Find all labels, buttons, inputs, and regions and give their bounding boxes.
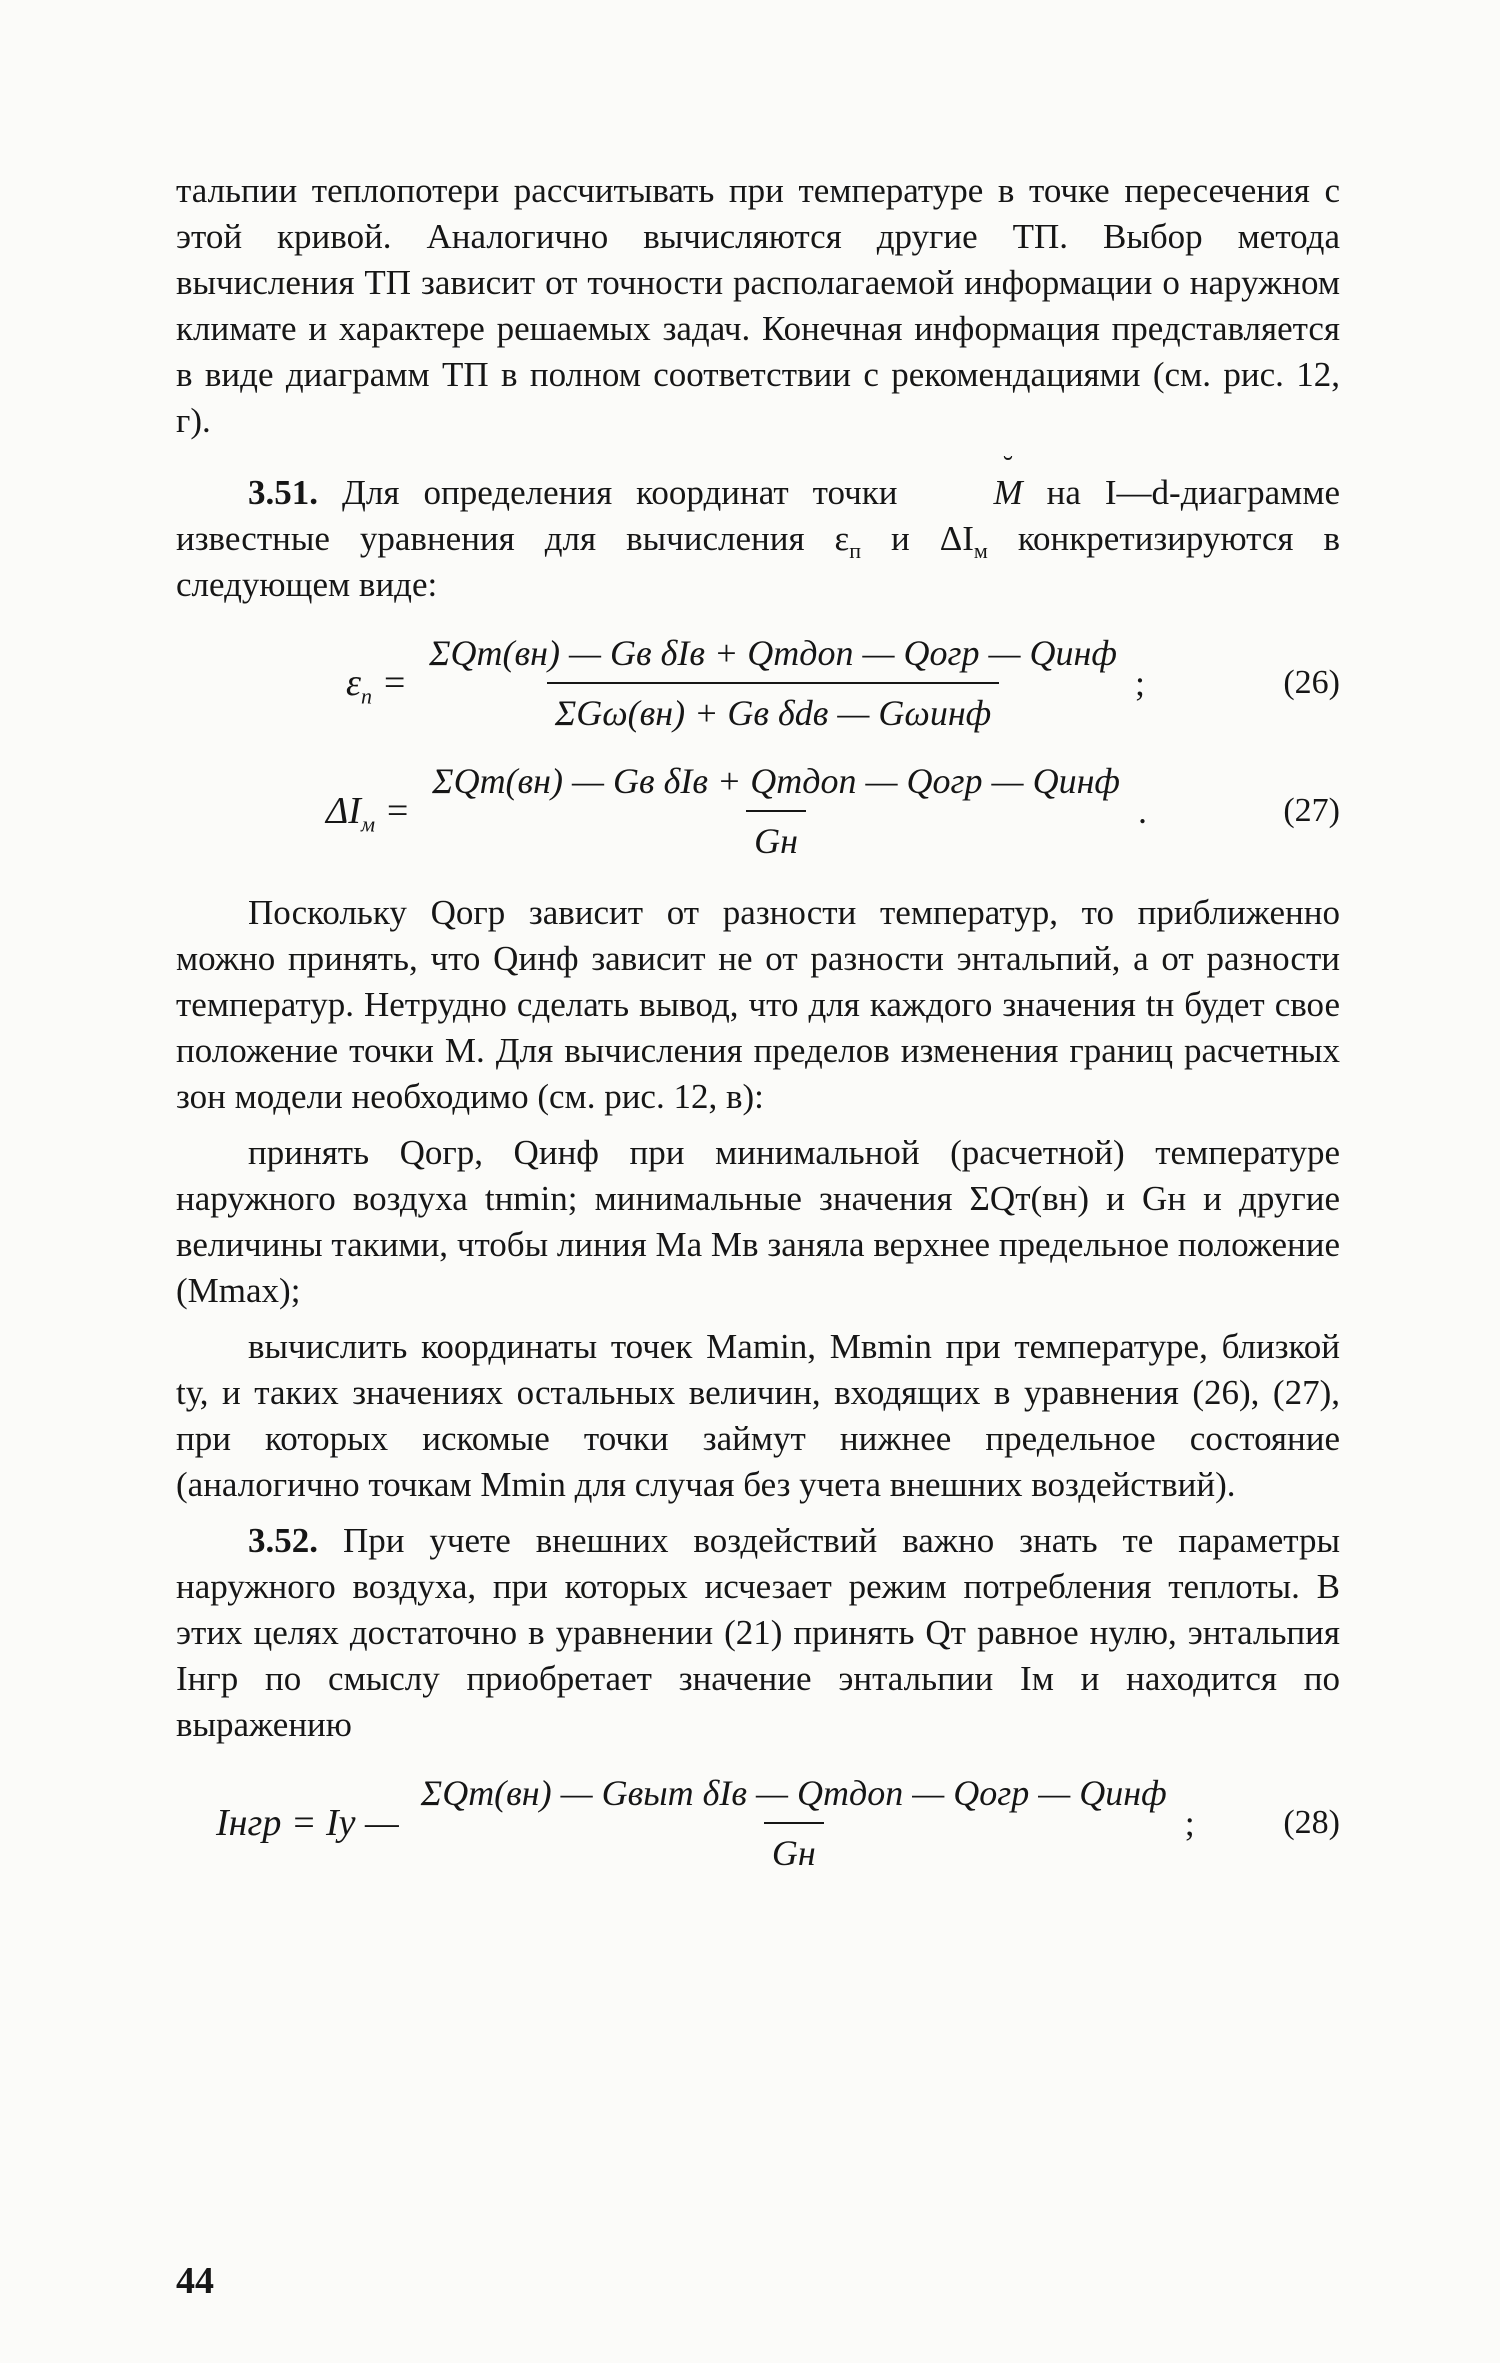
formula-26-fraction — [421, 630, 1125, 736]
p351-text-d: конкретизируются в следующем виде: — [176, 519, 1340, 604]
formula-27-punct: . — [1138, 791, 1147, 831]
formula-27-numerator: ΣQт(вн) — Gв δIв + Qтдоп — Qогр — Qинф — [432, 761, 1120, 801]
formula-27-denominator: Gн — [746, 810, 806, 864]
point-m-symbol: ˘ M — [921, 470, 1022, 516]
p351-sub-m: м — [973, 538, 988, 563]
formula-28-fraction — [413, 1770, 1175, 1876]
formula-27-fraction — [424, 758, 1128, 864]
formula-28-number: (28) — [1283, 1804, 1340, 1841]
formula-26-number: (26) — [1283, 664, 1340, 701]
formula-28 — [176, 1770, 1340, 1876]
formula-26-numerator: ΣQт(вн) — Gв δIв + Qтдоп — Qогр — Qинф — [429, 633, 1117, 673]
paragraph-continuation: тальпии теплопотери рассчитывать при температуре в точке пересечения с этой кривой. Аналогично вычисляются другие ТП. Выбор метода вычисления ТП зависит от точности располагаемой информации о наружном климате и характере решаемых задач. Конечная информация представляется в виде диаграмм ТП в полном соответствии с рекомендациями (см. рис. 12, г). — [176, 171, 1340, 440]
formula-28-numerator: ΣQт(вн) — Gвыт δIв — Qтдоп — Qогр — Qинф — [420, 1773, 1167, 1813]
paragraph-q-ogr: Поскольку Qогр зависит от разности температур, то приближенно можно принять, что Qинф зависит не от разности энтальпий, а от разности температур. Нетрудно сделать вывод, что для каждого значения tн будет свое положение точки M. Для вычисления пределов изменения границ расчетных зон модели необходимо (см. рис. 12, в): — [176, 893, 1340, 1116]
paragraph-vychislit: вычислить координаты точек Mаmin, Mвmin при температуре, близкой tу, и таких значениях остальных величин, входящих в уравнения (26), (27), при которых искомые точки займут нижнее предельное состояние (аналогично точкам Mmin для случая без учета внешних воздействий). — [176, 1327, 1340, 1504]
paragraph-3-51 — [176, 470, 1340, 608]
formula-27-lhs: $\Delta I_м$ = — [326, 790, 411, 837]
formula-28-lhs: Iнгр = Iу — — [216, 1802, 399, 1844]
p351-sub-p: п — [849, 538, 862, 563]
p351-text-c: и ΔI — [891, 519, 974, 558]
p351-text-a: Для определения координат точки — [342, 473, 898, 512]
formula-27 — [176, 758, 1340, 864]
p352-text: При учете внешних воздействий важно знать те параметры наружного воздуха, при которых исчезает режим потребления теплоты. В этих целях достаточно в уравнении (21) принять Qт равное нулю, энтальпия Iнгр по смыслу приобретает значение энтальпии Iм и находится по выражению — [176, 1521, 1340, 1744]
paragraph-prinyat: принять Qогр, Qинф при минимальной (расчетной) температуре наружного воздуха tнmin; минимальные значения ΣQт(вн) и Gн и другие величины такими, чтобы линия Mа Mв заняла верхнее предельное положение (Mmax); — [176, 1133, 1340, 1310]
formula-26-denominator: ΣGω(вн) + Gв δdв — Gωинф — [547, 682, 999, 736]
p351-text-b: на I—d-диаграмме известные уравнения для вычисления ε — [176, 473, 1341, 558]
formula-26 — [176, 630, 1340, 736]
formula-26-lhs: $\varepsilon_п$ = — [346, 662, 408, 709]
section-number-3-51: 3.51. — [248, 473, 318, 512]
section-number-3-52: 3.52. — [248, 1521, 318, 1560]
page-number: 44 — [176, 2260, 214, 2302]
formula-27-number: (27) — [1283, 792, 1340, 829]
formula-28-punct: ; — [1184, 1803, 1195, 1843]
formula-28-denominator: Gн — [764, 1822, 824, 1876]
paragraph-3-52 — [176, 1518, 1340, 1748]
formula-26-punct: ; — [1134, 663, 1145, 703]
